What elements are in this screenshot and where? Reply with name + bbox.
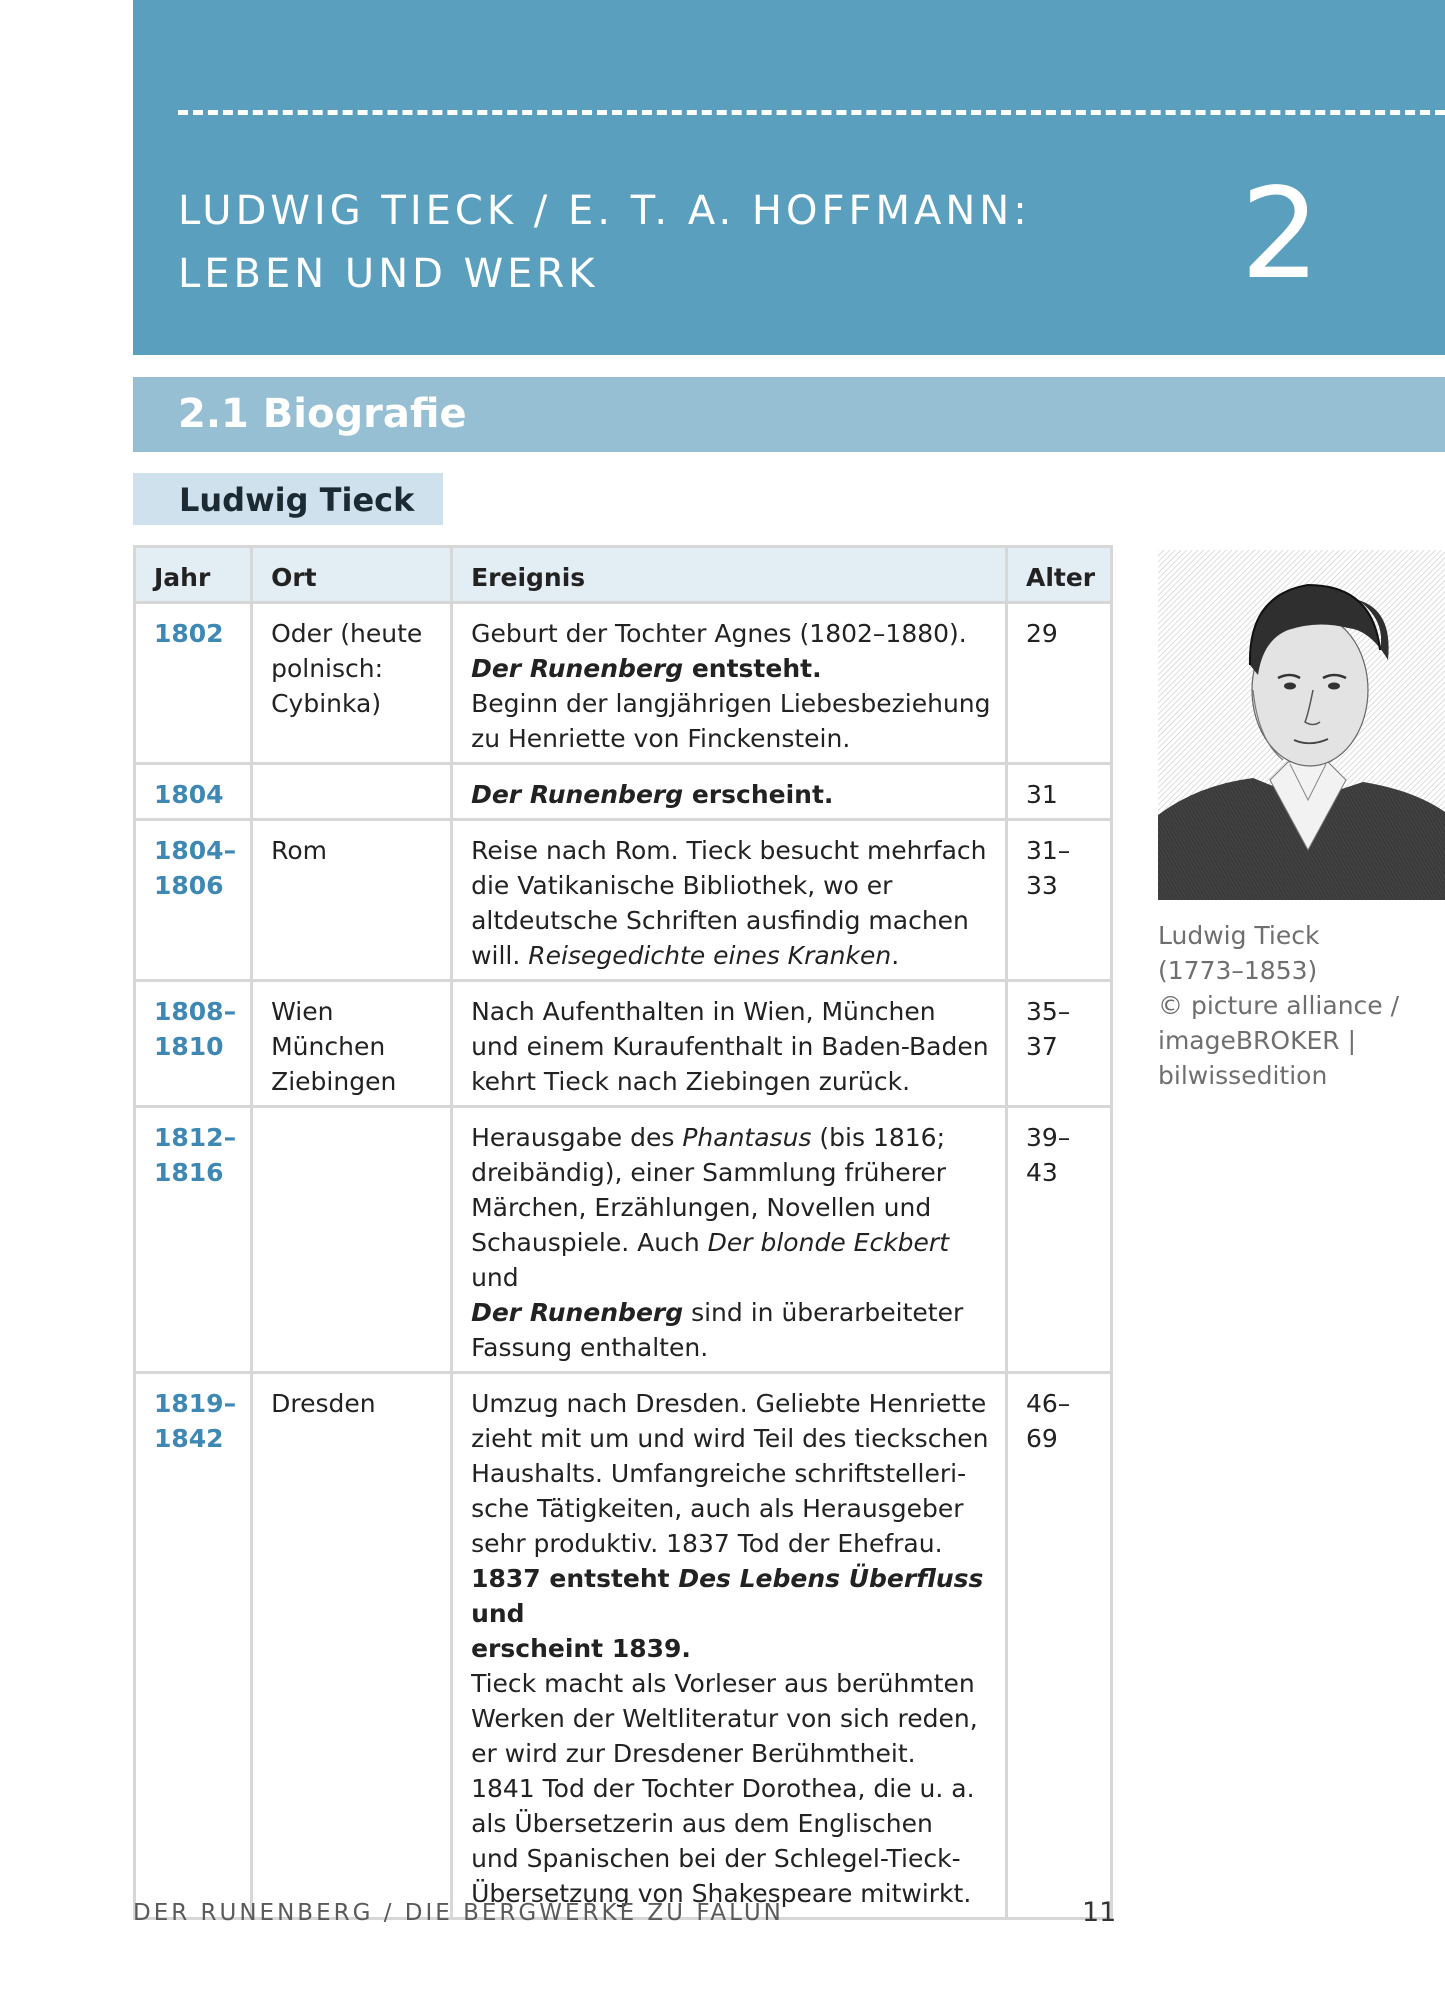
portrait-caption xyxy=(1158,918,1445,1093)
event-text-part: sind in überarbeiteter xyxy=(683,1298,964,1327)
event-text: Märchen, Erzählungen, Novellen und xyxy=(471,1193,932,1222)
year-cell xyxy=(135,764,252,820)
caption-line: © picture alliance / xyxy=(1158,991,1400,1020)
event-cell xyxy=(452,820,1007,981)
chapter-banner xyxy=(133,0,1445,355)
event-cell xyxy=(452,603,1007,764)
caption-line: bilwissedition xyxy=(1158,1061,1328,1090)
event-text: Geburt der Tochter Agnes (1802–1880). xyxy=(471,619,967,648)
event-text: Umzug nach Dresden. Geliebte Henriette xyxy=(471,1389,987,1418)
section-banner xyxy=(133,377,1445,452)
place-cell xyxy=(252,1107,452,1373)
year-text: 1816 xyxy=(154,1158,224,1187)
table-row xyxy=(135,764,1112,820)
place-text: Ziebingen xyxy=(271,1067,397,1096)
age-cell: 46–69 xyxy=(1006,1373,1111,1919)
year-cell xyxy=(135,820,252,981)
footer-book-title: DER RUNENBERG / DIE BERGWERKE ZU FALUN xyxy=(133,1900,784,1926)
year-cell xyxy=(135,981,252,1107)
header-year: Jahr xyxy=(135,547,252,603)
header-place: Ort xyxy=(252,547,452,603)
event-text xyxy=(471,651,991,686)
caption-line: imageBROKER | xyxy=(1158,1026,1356,1055)
table-row xyxy=(135,603,1112,764)
event-text: Reise nach Rom. Tieck besucht mehrfach xyxy=(471,836,987,865)
work-title: Reisegedichte eines Kranken xyxy=(528,941,892,970)
event-text: Fassung enthalten. xyxy=(471,1333,709,1362)
work-title: Der blonde Eckbert xyxy=(707,1228,949,1257)
event-text: Nach Aufenthalten in Wien, München xyxy=(471,997,936,1026)
biography-table xyxy=(133,545,1113,1920)
event-text: Werken der Weltliteratur von sich reden, xyxy=(471,1704,978,1733)
event-text xyxy=(471,938,991,973)
event-text: zieht mit um und wird Teil des tieckschen xyxy=(471,1424,989,1453)
age-cell: 31–33 xyxy=(1006,820,1111,981)
event-cell xyxy=(452,981,1007,1107)
event-text: die Vatikanische Bibliothek, wo er xyxy=(471,871,893,900)
event-text: er wird zur Dresdener Berühmtheit. xyxy=(471,1739,916,1768)
place-text: Cybinka) xyxy=(271,689,382,718)
chapter-number: 2 xyxy=(1240,162,1320,307)
event-text-part: und xyxy=(471,1263,519,1292)
event-text: altdeutsche Schriften ausfindig machen xyxy=(471,906,969,935)
event-text: und einem Kuraufenthalt in Baden-Baden xyxy=(471,1032,989,1061)
year-text: 1808– xyxy=(154,997,237,1026)
year-text: 1842 xyxy=(154,1424,224,1453)
chapter-title xyxy=(178,180,1031,306)
place-cell xyxy=(252,603,452,764)
year-text: 1806 xyxy=(154,871,224,900)
year-cell xyxy=(135,1373,252,1919)
event-text xyxy=(471,1561,991,1631)
event-text-part: . xyxy=(891,941,900,970)
work-title: Der Runenberg xyxy=(471,654,684,683)
place-cell xyxy=(252,1373,452,1919)
event-text xyxy=(471,1295,991,1330)
table-row xyxy=(135,820,1112,981)
place-text: Oder (heute xyxy=(271,619,423,648)
event-text: zu Henriette von Finckenstein. xyxy=(471,724,851,753)
event-text xyxy=(471,777,991,812)
table-header-row xyxy=(135,547,1112,603)
chapter-title-line: LUDWIG TIECK / E. T. A. HOFFMANN: xyxy=(178,188,1031,234)
event-text: als Übersetzerin aus dem Englischen xyxy=(471,1809,933,1838)
work-title: Der Runenberg xyxy=(471,1298,684,1327)
place-cell xyxy=(252,820,452,981)
work-title: Der Runenberg xyxy=(471,780,684,809)
year-text: 1804– xyxy=(154,836,237,865)
section-title: 2.1 Biografie xyxy=(178,391,467,437)
event-text-part: entsteht. xyxy=(683,654,822,683)
age-cell: 31 xyxy=(1006,764,1111,820)
subsection-box xyxy=(133,473,443,525)
event-text: sche Tätigkeiten, auch als Herausgeber xyxy=(471,1494,964,1523)
event-cell xyxy=(452,1107,1007,1373)
event-text: erscheint 1839. xyxy=(471,1634,691,1663)
place-text: München xyxy=(271,1032,386,1061)
event-text-part: und xyxy=(471,1599,525,1628)
event-text: 1841 Tod der Tochter Dorothea, die u. a. xyxy=(471,1774,975,1803)
page-number: 11 xyxy=(1082,1897,1117,1928)
place-text: Dresden xyxy=(271,1389,376,1418)
event-text-part: Schauspiele. Auch xyxy=(471,1228,708,1257)
event-text: Haushalts. Umfangreiche schriftstelleri- xyxy=(471,1459,967,1488)
event-text: und Spanischen bei der Schlegel-Tieck- xyxy=(471,1844,961,1873)
event-text xyxy=(471,1225,991,1295)
portrait-image xyxy=(1158,550,1445,900)
event-text-part: 1837 entsteht xyxy=(471,1564,679,1593)
event-text-part: (bis 1816; xyxy=(811,1123,945,1152)
event-text: kehrt Tieck nach Ziebingen zurück. xyxy=(471,1067,911,1096)
year-text: 1812– xyxy=(154,1123,237,1152)
age-cell: 39–43 xyxy=(1006,1107,1111,1373)
event-text: Tieck macht als Vorleser aus berühmten xyxy=(471,1669,975,1698)
chapter-title-line: LEBEN UND WERK xyxy=(178,251,599,297)
place-cell xyxy=(252,764,452,820)
table-row xyxy=(135,1107,1112,1373)
dashed-rule xyxy=(178,110,1445,115)
year-text: 1819– xyxy=(154,1389,237,1418)
event-text: sehr produktiv. 1837 Tod der Ehefrau. xyxy=(471,1529,943,1558)
event-cell xyxy=(452,1373,1007,1919)
year-text: 1802 xyxy=(154,619,224,648)
event-text xyxy=(471,1120,991,1155)
event-text: Beginn der langjährigen Liebesbeziehung xyxy=(471,689,991,718)
age-cell: 29 xyxy=(1006,603,1111,764)
year-text: 1810 xyxy=(154,1032,224,1061)
year-cell xyxy=(135,1107,252,1373)
event-text: dreibändig), einer Sammlung früherer xyxy=(471,1158,947,1187)
event-text-part: erscheint. xyxy=(683,780,834,809)
year-cell xyxy=(135,603,252,764)
place-text: Rom xyxy=(271,836,327,865)
work-title: Des Lebens Überfluss xyxy=(678,1564,984,1593)
table-row xyxy=(135,1373,1112,1919)
header-event: Ereignis xyxy=(452,547,1007,603)
header-age: Alter xyxy=(1006,547,1111,603)
event-cell xyxy=(452,764,1007,820)
place-cell xyxy=(252,981,452,1107)
event-text-part: Herausgabe des xyxy=(471,1123,683,1152)
place-text: polnisch: xyxy=(271,654,384,683)
table-row xyxy=(135,981,1112,1107)
event-text-part: will. xyxy=(471,941,529,970)
work-title: Phantasus xyxy=(682,1123,812,1152)
subsection-title: Ludwig Tieck xyxy=(179,481,415,519)
caption-line: (1773–1853) xyxy=(1158,956,1318,985)
caption-line: Ludwig Tieck xyxy=(1158,921,1320,950)
age-cell: 35–37 xyxy=(1006,981,1111,1107)
year-text: 1804 xyxy=(154,780,224,809)
event-text: Übersetzung von Shakespeare mitwirkt. xyxy=(471,1879,972,1908)
place-text: Wien xyxy=(271,997,334,1026)
